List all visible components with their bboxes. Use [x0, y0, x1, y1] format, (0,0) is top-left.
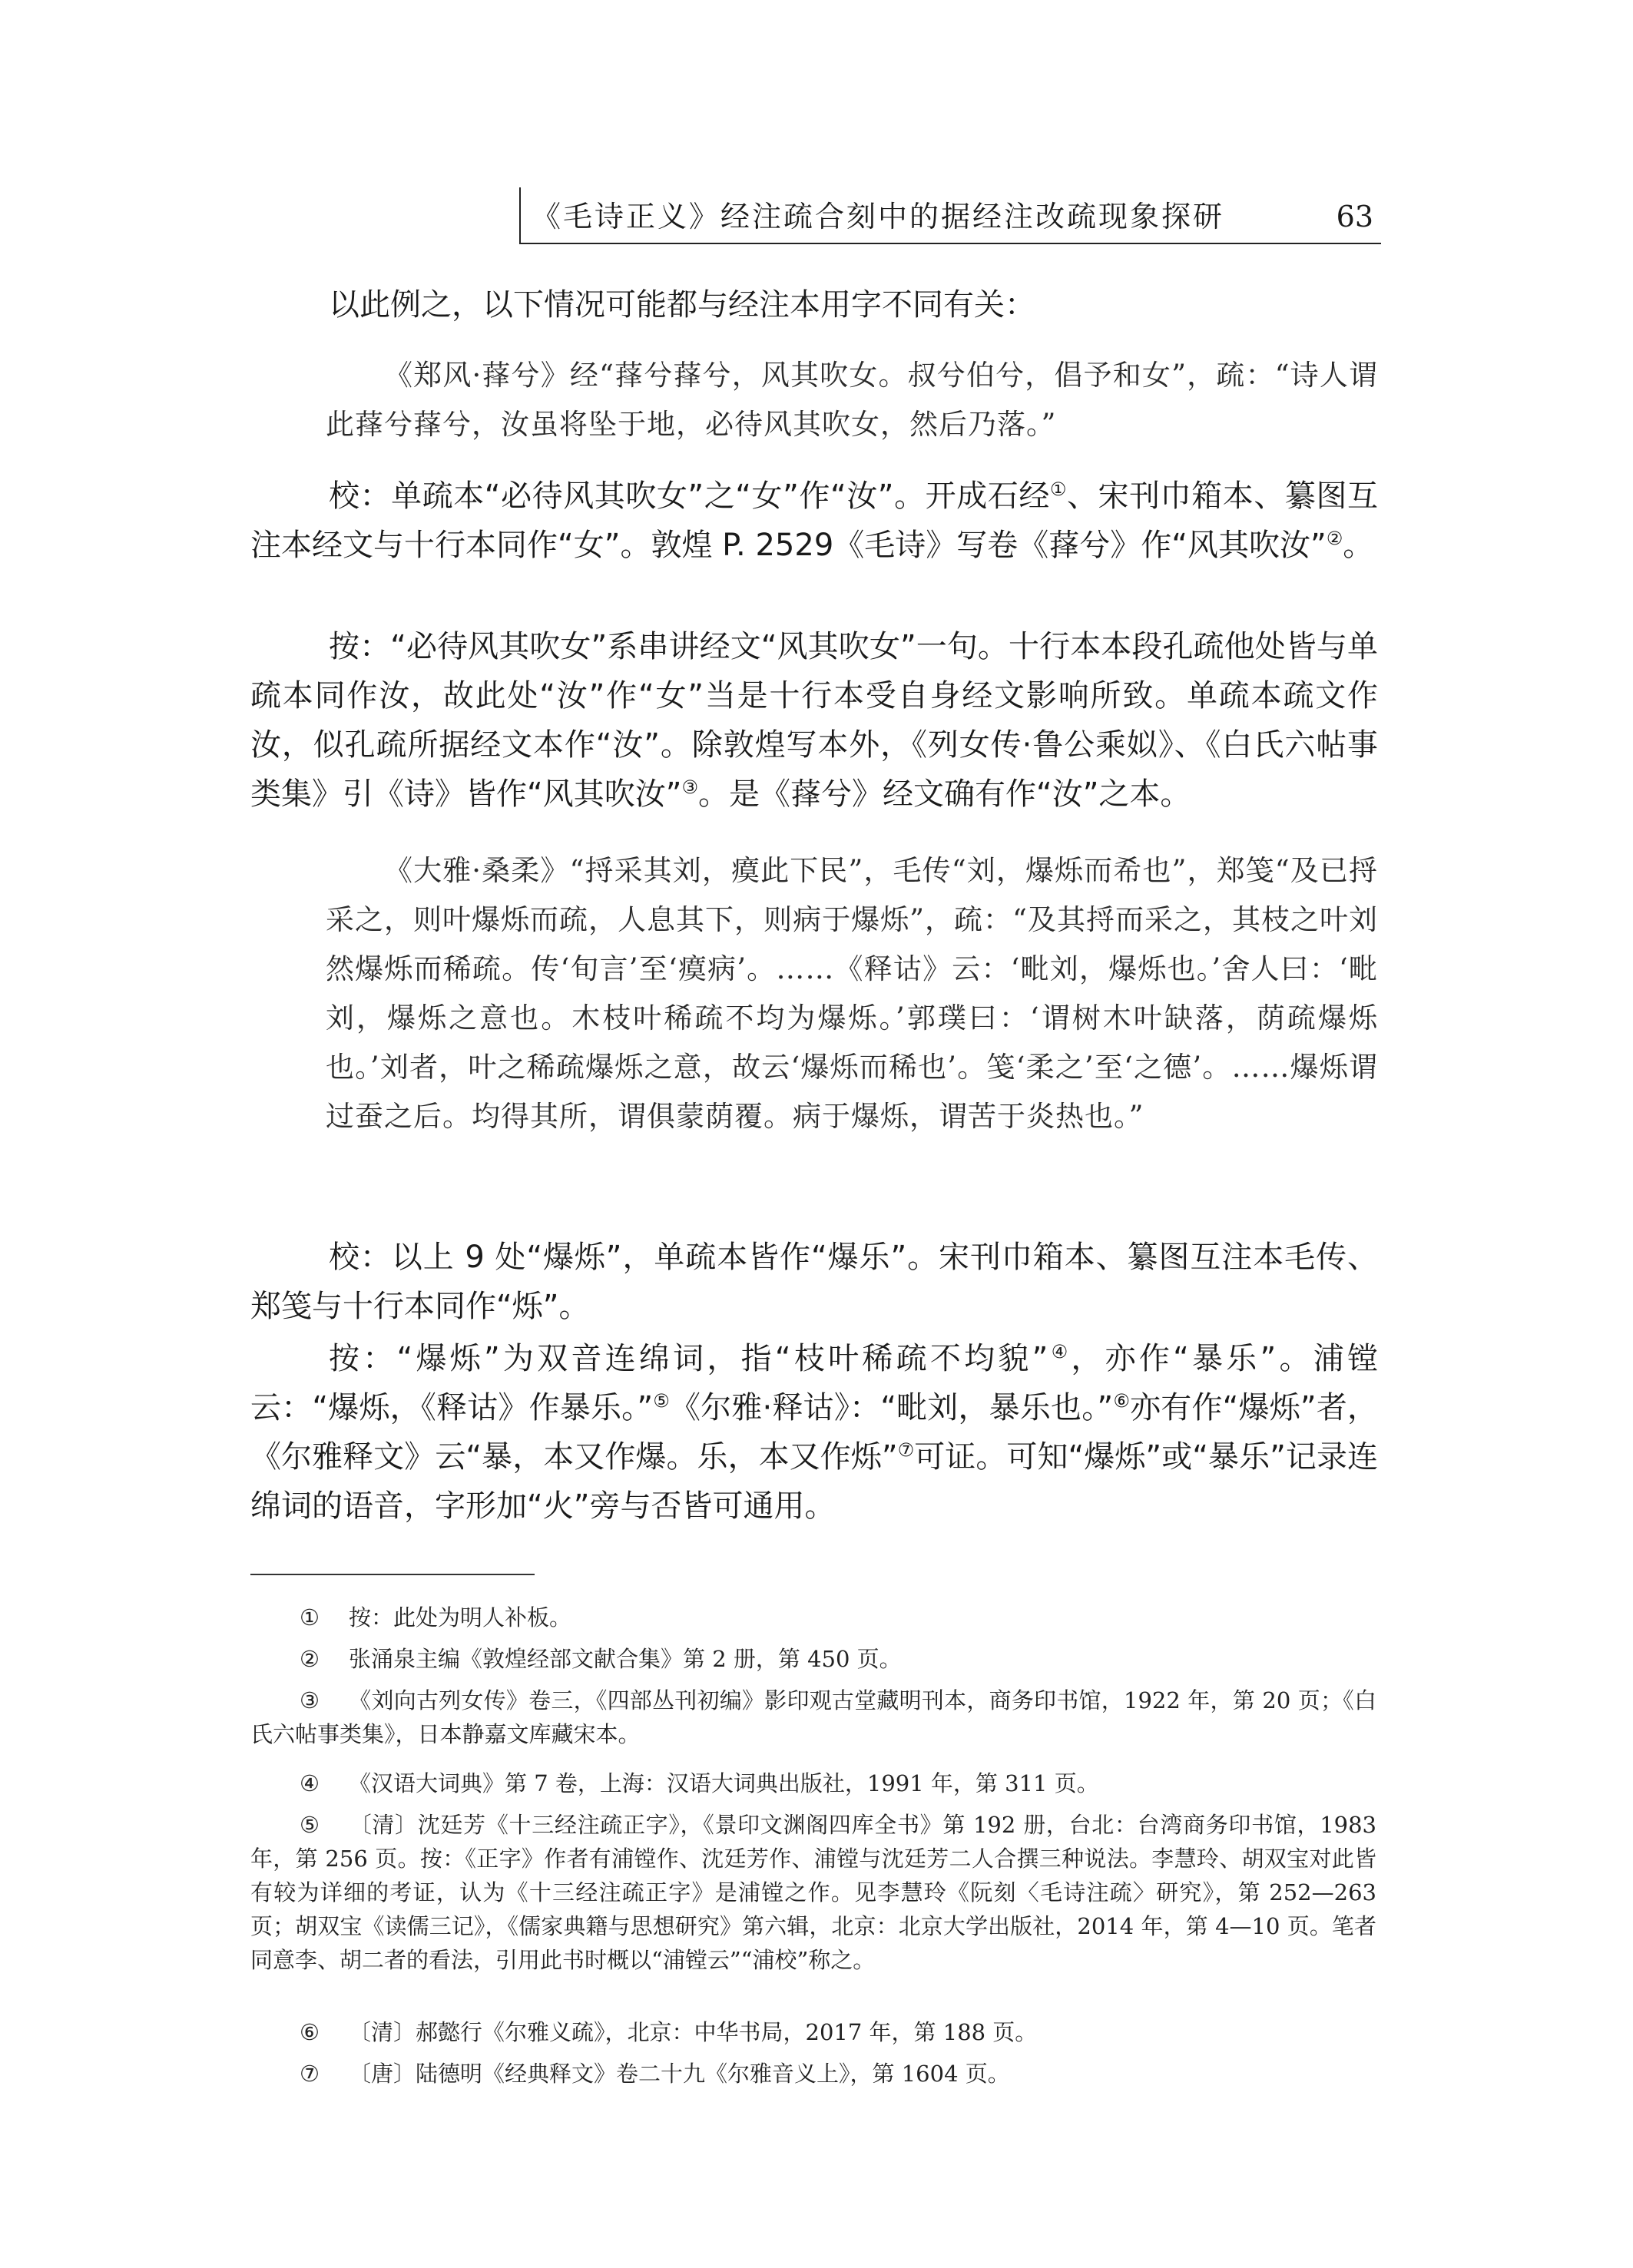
footnote-separator: [250, 1574, 535, 1575]
footnote-2: ② 张涌泉主编《敦煌经部文献合集》第 2 册，第 450 页。: [300, 1646, 902, 1672]
collation-paragraph-2: 校：以上 9 处“爆烁”，单疏本皆作“爆乐”。宋刊巾箱本、纂图互注本毛传、郑笺与十行本同作“烁”。: [250, 1240, 1378, 1324]
footnote-ref-3[interactable]: ③: [681, 776, 698, 798]
quotation-zhengfeng: 《郑风·萚兮》经“萚兮萚兮，风其吹女。叔兮伯兮，倡予和女”，疏：“诗人谓此萚兮萚兮，汝虽将坠于地，必待风其吹女，然后乃落。”: [326, 359, 1378, 441]
intro-paragraph: 以此例之，以下情况可能都与经注本用字不同有关：: [329, 287, 1035, 323]
footnote-1: ① 按：此处为明人补板。: [300, 1604, 572, 1631]
footnote-ref-7[interactable]: ⑦: [897, 1439, 915, 1461]
footnote-ref-6[interactable]: ⑥: [1113, 1390, 1131, 1412]
footnote-ref-1[interactable]: ①: [1049, 478, 1067, 500]
page-number: 63: [1336, 200, 1373, 233]
footnote-ref-5[interactable]: ⑤: [653, 1390, 670, 1412]
footnote-6: ⑥ 〔清〕郝懿行《尔雅义疏》，北京：中华书局，2017 年，第 188 页。: [300, 2019, 1038, 2045]
footnote-7: ⑦ 〔唐〕陆德明《经典释文》卷二十九《尔雅音义上》，第 1604 页。: [300, 2061, 1010, 2087]
running-head-rule: [519, 243, 1381, 244]
footnote-3: ③ 《刘向古列女传》卷三，《四部丛刊初编》影印观古堂藏明刊本，商务印书馆，1922 年，第 20 页；《白氏六帖事类集》，日本静嘉文库藏宋本。: [250, 1687, 1376, 1747]
collation-paragraph-1: 校：单疏本“必待风其吹女”之“女”作“汝”。开成石经①、宋刊巾箱本、纂图互注本经文与十行本同作“女”。敦煌 P. 2529《毛诗》写卷《萚兮》作“风其吹汝”②。: [250, 478, 1379, 563]
footnote-5: ⑤ 〔清〕沈廷芳《十三经注疏正字》，《景印文渊阁四库全书》第 192 册，台北：台湾商务印书馆，1983 年，第 256 页。按：《正字》作者有浦镗作、沈廷芳作、浦镗与沈廷芳二人合撰三种说法。李慧玲、胡双宝对此皆有较为详细的考证，认为《十三经注疏正字》是浦镗之作。见李慧玲《阮刻〈毛诗注疏〉研究》，第 252—263 页；胡双宝《读儒三记》，《儒家典籍与思想研究》第六辑，北京：北京大学出版社，2014 年，第 4—10 页。笔者同意李、胡二者的看法，引用此书时概以“浦镗云”“浦校”称之。: [250, 1812, 1376, 1973]
commentary-paragraph-2: 按：“爆烁”为双音连绵词，指“枝叶稀疏不均貌”④，亦作“暴乐”。浦镗云：“爆烁，《释诂》作暴乐。”⑤《尔雅·释诂》：“毗刘，暴乐也。”⑥亦有作“爆烁”者，《尔雅释文》云“暴，本又作爆。乐，本又作烁”⑦可证。可知“爆烁”或“暴乐”记录连绵词的语音，字形加“火”旁与否皆可通用。: [250, 1341, 1379, 1524]
footnote-4: ④ 《汉语大词典》第 7 卷，上海：汉语大词典出版社，1991 年，第 311 页。: [300, 1770, 1099, 1796]
running-head-title: 《毛诗正义》经注疏合刻中的据经注改疏现象探研: [532, 200, 1225, 233]
quotation-sangrou: 《大雅·桑柔》“捋采其刘，瘼此下民”，毛传“刘，爆烁而希也”，郑笺“及已捋采之，则叶爆烁而疏，人息其下，则病于爆烁”，疏：“及其捋而采之，其枝之叶刘然爆烁而稀疏。传‘旬言’至‘瘼病’。……《释诂》云：‘毗刘，爆烁也。’舍人曰：‘毗刘，爆烁之意也。木枝叶稀疏不均为爆烁。’郭璞曰：‘谓树木叶缺落，荫疏爆烁也。’刘者，叶之稀疏爆烁之意，故云‘爆烁而稀也’。笺‘柔之’至‘之德’。……爆烁谓过蚕之后。均得其所，谓俱蒙荫覆。病于爆烁，谓苦于炎热也。”: [326, 854, 1378, 1133]
commentary-paragraph-1: 按：“必待风其吹女”系串讲经文“风其吹女”一句。十行本本段孔疏他处皆与单疏本同作汝，故此处“汝”作“女”当是十行本受自身经文影响所致。单疏本疏文作汝，似孔疏所据经文本作“汝”。除敦煌写本外，《列女传·鲁公乘姒》、《白氏六帖事类集》引《诗》皆作“风其吹汝”③。是《萚兮》经文确有作“汝”之本。: [250, 629, 1378, 812]
running-head: [521, 194, 1381, 240]
footnote-ref-2[interactable]: ②: [1326, 528, 1343, 549]
footnote-ref-4[interactable]: ④: [1048, 1341, 1072, 1362]
